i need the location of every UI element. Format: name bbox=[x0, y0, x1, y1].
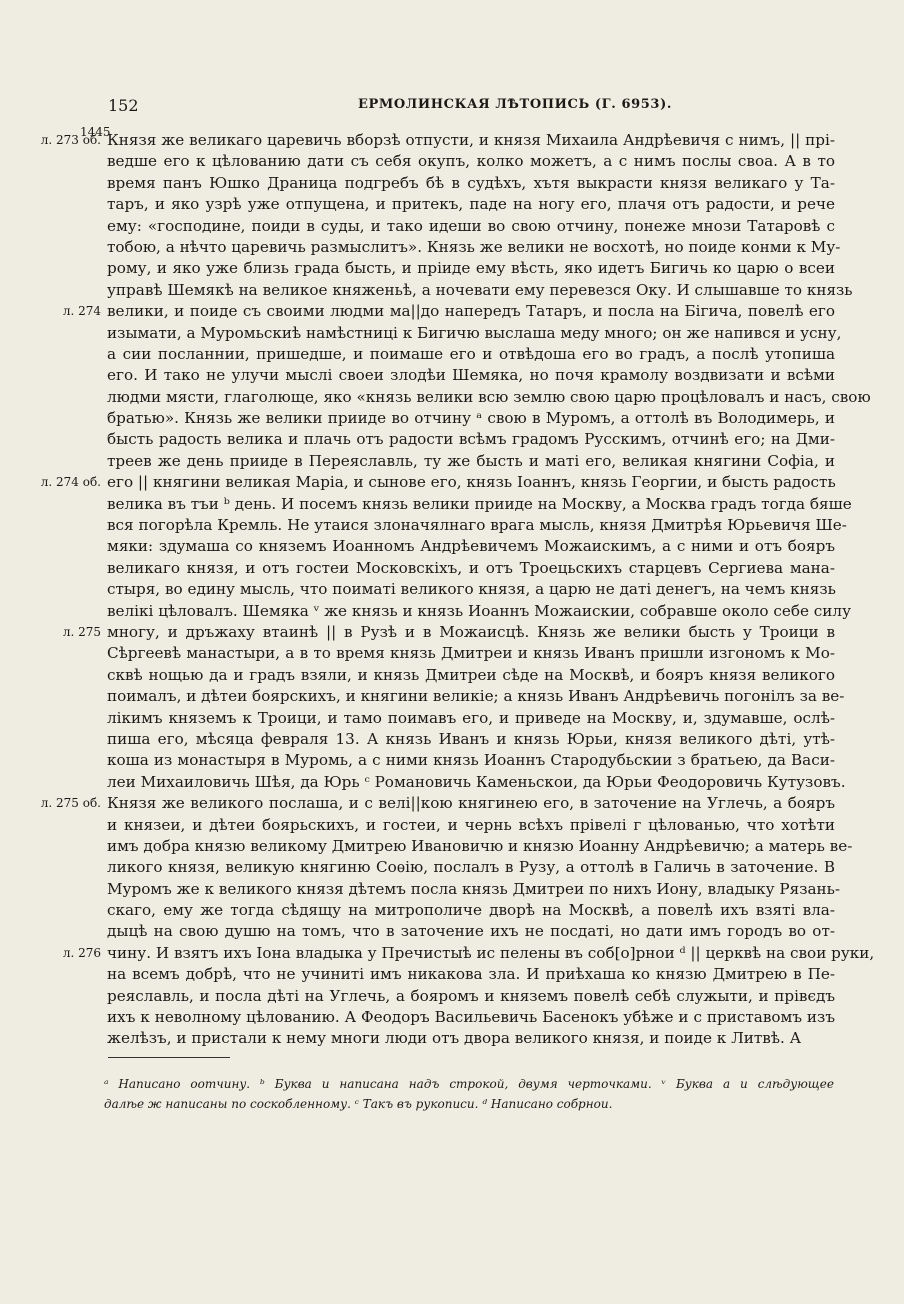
line-text: сквѣ нощью да и градъ взяли, и князь Дмитреи сѣде на Москвѣ, и бояръ князя великого bbox=[107, 665, 835, 684]
text-line bbox=[107, 921, 835, 942]
text-line bbox=[62, 943, 875, 964]
line-text: вся погорѣла Кремль. Не утаися злоначялнаго врага мысль, князя Дмитрѣя Юрьевичя Ше- bbox=[107, 516, 847, 535]
text-line bbox=[107, 451, 835, 472]
footnotes bbox=[104, 1074, 834, 1114]
text-line bbox=[107, 643, 835, 664]
folio-reference: л. 274 bbox=[62, 304, 101, 319]
line-text: желѣзъ, и пристали к нему многи люди отъ двора великого князя, и поиде к Литвѣ. А bbox=[107, 1029, 802, 1048]
line-text: людми мясти, глаголюще, яко «князь велики всю землю свою царю процѣловалъ и насъ, свою bbox=[107, 387, 871, 406]
text-line bbox=[107, 1028, 835, 1049]
line-text: Муромъ же к великого князя дѣтемъ посла князь Дмитреи по нихъ Иону, владыку Рязань- bbox=[107, 879, 841, 898]
line-text: тобою, а нѣчто царевичь размыслитъ». Князь же велики не восхотѣ, но поиде конми к Му- bbox=[107, 237, 841, 256]
line-text: и князеи, и дѣтеи боярьскихъ, и гостеи, и чернь всѣхъ прівелі г цѣлованью, что хотѣти bbox=[107, 815, 835, 834]
page-number: 152 bbox=[108, 96, 139, 115]
folio-reference: л. 276 bbox=[62, 945, 101, 960]
line-text: на всемъ добрѣ, что не учиниті имъ никакова зла. И приѣхаша ко князю Дмитрею в Пе- bbox=[107, 965, 835, 984]
line-text: бысть радость велика и плачь отъ радости всѣмъ градомъ Русскимъ, отчинѣ его; на Дми- bbox=[107, 430, 835, 449]
line-text: многу, и дръжаху втаинѣ || в Рузѣ и в Можаисцѣ. Князь же велики бысть у Троици в bbox=[107, 622, 835, 641]
text-line bbox=[107, 1007, 835, 1028]
text-line bbox=[107, 515, 847, 536]
running-title: ЕРМОЛИНСКАЯ ЛѢТОПИСЬ (Г. 6953). bbox=[358, 97, 672, 112]
text-line bbox=[107, 258, 835, 279]
line-text: чину. И взятъ ихъ Іона владыка у Пречистыѣ ис пелены въ соб[о]рнои ᵈ || церквѣ на свои руки, bbox=[107, 943, 875, 962]
text-line bbox=[107, 280, 853, 301]
line-text: имъ добра князю великому Дмитрею Ивановичю и князю Иоанну Андрѣевичю; а матерь ве- bbox=[107, 836, 853, 855]
text-line bbox=[107, 857, 835, 878]
text-line bbox=[107, 344, 835, 365]
page-header bbox=[0, 96, 904, 120]
line-text: ихъ к неволному цѣлованию. А Феодоръ Васильевичь Басенокъ убѣже и с приставомъ изъ bbox=[107, 1008, 835, 1027]
text-line bbox=[107, 237, 841, 258]
text-line bbox=[107, 665, 835, 686]
footnote-line: далѣе ж написаны по соскобленному. ᶜ Такъ въ рукописи. ᵈ Написано собрнои. bbox=[104, 1097, 613, 1111]
folio-reference: л. 274 об. bbox=[40, 475, 101, 490]
text-line bbox=[107, 429, 835, 450]
text-line bbox=[107, 836, 853, 857]
text-line bbox=[62, 622, 835, 643]
text-line bbox=[107, 558, 835, 579]
line-text: велікі цѣловалъ. Шемяка ᵛ же князь и князь Иоаннъ Можаискии, собравше около себе силу bbox=[107, 601, 852, 620]
line-text: братью». Князь же велики прииде во отчину ᵃ свою в Муромъ, а оттолѣ въ Володимерь, и bbox=[107, 409, 835, 428]
line-text: таръ, и яко узрѣ уже отпущена, и притекъ, паде на ногу его, плачя отъ радости, и рече bbox=[107, 195, 835, 214]
text-line bbox=[107, 772, 846, 793]
line-text: рому, и яко уже близь града бысть, и пріиде ему вѣсть, яко идетъ Бигичь ко царю о всеи bbox=[107, 259, 835, 278]
text-line bbox=[62, 301, 835, 322]
text-line bbox=[107, 173, 835, 194]
footnote-line: ᵃ Написано оотчину. ᵇ Буква и написана надъ строкой, двумя черточками. ᵛ Буква а и слѣдующее bbox=[104, 1077, 834, 1091]
text-line bbox=[107, 729, 835, 750]
text-line bbox=[107, 750, 835, 771]
text-line bbox=[107, 686, 845, 707]
line-text: ликого князя, великую княгиню Соѳію, послалъ в Рузу, а оттолѣ в Галичь в заточение. В bbox=[107, 858, 835, 877]
text-line bbox=[107, 601, 852, 622]
text-line bbox=[107, 408, 835, 429]
line-text: мяки: здумаша со княземъ Иоанномъ Андрѣевичемъ Можаискимъ, а с ними и отъ бояръ bbox=[107, 537, 835, 556]
line-text: ведше его к цѣлованию дати съ себя окупъ, колко можетъ, а с нимъ послы своа. А в то bbox=[107, 152, 835, 171]
line-text: его. И тако не улучи мыслі своеи злодѣи Шемяка, но почя крамолу воздвизати и всѣми bbox=[107, 366, 835, 385]
text-line bbox=[107, 964, 835, 985]
line-text: Князя же великаго царевичь вборзѣ отпусти, и князя Михаила Андрѣевичя с нимъ, || прі- bbox=[107, 131, 835, 149]
text-line bbox=[107, 900, 835, 921]
line-text: лікимъ княземъ к Троици, и тамо поимавъ его, и приведе на Москву, и, здумавше, ослѣ- bbox=[107, 708, 835, 727]
text-line bbox=[107, 986, 835, 1007]
line-text: а сии посланнии, пришедше, и поимаше его и отвѣдоша его во градъ, а послѣ утопиша bbox=[107, 344, 835, 363]
text-line bbox=[107, 708, 835, 729]
line-text: поималъ, и дѣтеи боярскихъ, и княгини великіе; а князь Иванъ Андрѣевичь погонілъ за ве- bbox=[107, 687, 845, 706]
text-line bbox=[107, 365, 835, 386]
line-text: коша из монастыря в Муромь, а с ними князь Иоаннъ Стародубьскии з братьею, да Васи- bbox=[107, 751, 835, 770]
footnote-divider bbox=[108, 1057, 230, 1058]
line-text: велики, и поиде съ своими людми ма||до напередъ Татаръ, и посла на Бігича, повелѣ его bbox=[107, 302, 835, 321]
text-line bbox=[107, 323, 842, 344]
text-line bbox=[107, 579, 835, 600]
line-text: скаго, ему же тогда сѣдящу на митрополиче дворѣ на Москвѣ, а повелѣ ихъ взяті вла- bbox=[107, 901, 835, 920]
line-text: управѣ Шемякѣ на великое княженьѣ, а ночевати ему перевезся Оку. И слышавше то князь bbox=[107, 280, 853, 299]
text-line bbox=[107, 879, 841, 900]
line-text: изымати, а Муромьскиѣ намѣстниці к Бигичю выслаша меду много; он же напився и усну, bbox=[107, 323, 842, 342]
year-note: 1445 bbox=[80, 125, 111, 139]
folio-reference: л. 275 bbox=[62, 624, 101, 639]
text-line bbox=[107, 216, 835, 237]
text-line bbox=[107, 494, 852, 515]
text-line bbox=[40, 793, 835, 814]
text-line bbox=[107, 815, 835, 836]
text-line bbox=[107, 387, 871, 408]
line-text: время панъ Юшко Драница подгребъ бѣ в судѣхъ, хътя выкрасти князя великаго у Та- bbox=[107, 173, 835, 192]
line-text: пиша его, мѣсяца февраля 13. А князь Иванъ и князь Юрьи, князя великого дѣті, утѣ- bbox=[107, 729, 835, 748]
line-text: Сѣргеевѣ манастыри, а в то время князь Дмитреи и князь Иванъ пришли изгономъ к Мо- bbox=[107, 644, 835, 663]
line-text: стыря, во едину мысль, что поиматі великого князя, а царю не даті денегъ, на чемъ князь bbox=[107, 580, 836, 599]
line-text: леи Михаиловичь Шѣя, да Юрь ᶜ Романовичь Каменьскои, да Юрьи Феодоровичь Кутузовъ. bbox=[107, 772, 846, 791]
line-text: ему: «господине, поиди в суды, и тако идеши во свою отчину, понеже мнози Татаровѣ с bbox=[107, 216, 835, 235]
line-text: реяславль, и посла дѣті на Углечь, а бояромъ и княземъ повелѣ себѣ служыти, и прівєдъ bbox=[107, 986, 835, 1005]
text-line bbox=[40, 472, 836, 493]
line-text: его || княгини великая Маріа, и сынове его, князь Іоаннъ, князь Георгии, и бысть радость bbox=[107, 473, 836, 492]
text-line bbox=[107, 194, 835, 215]
folio-reference: л. 275 об. bbox=[40, 796, 101, 811]
line-text: дыцѣ на свою душю на томъ, что в заточение ихъ не посдаті, но дати имъ городъ во от- bbox=[107, 922, 835, 941]
folio-reference: л. 273 об. bbox=[40, 133, 101, 147]
line-text: велика въ тъи ᵇ день. И посемъ князь велики прииде на Москву, а Москва градъ тогда бяше bbox=[107, 494, 852, 513]
text-line bbox=[107, 536, 835, 557]
line-text: великаго князя, и отъ гостеи Московскіхъ, и отъ Троецьскихъ старцевъ Сергиева мана- bbox=[107, 558, 835, 577]
line-text: Князя же великого послаша, и с велі||кою княгинею его, в заточение на Углечь, а бояръ bbox=[107, 794, 835, 813]
text-line bbox=[107, 151, 835, 172]
line-text: треев же день прииде в Переяславль, ту же бысть и маті его, великая княгини Софіа, и bbox=[107, 451, 835, 470]
